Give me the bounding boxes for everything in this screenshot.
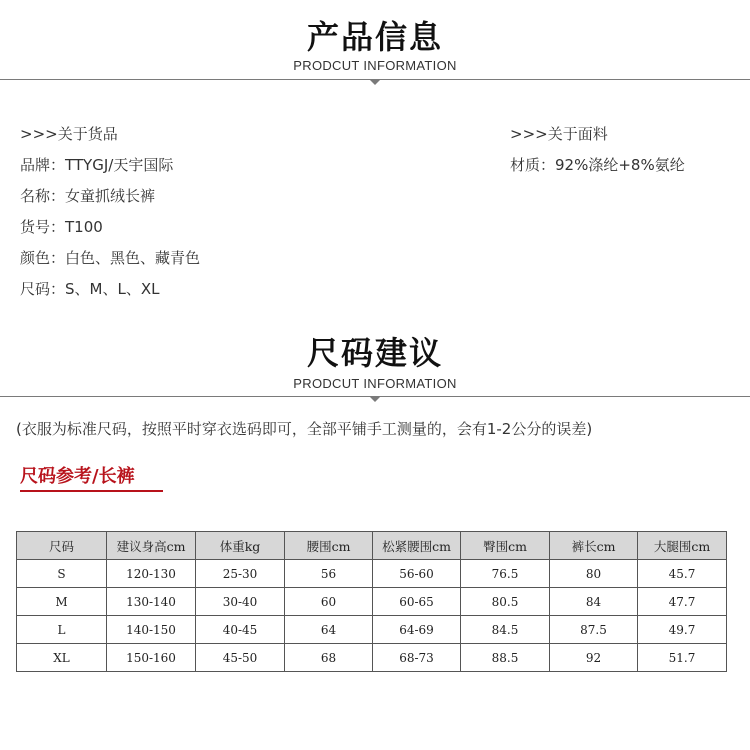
heading-underline <box>20 490 163 492</box>
table-header-row <box>17 532 727 560</box>
table-cell: 56-60 <box>373 560 461 588</box>
table-cell: M <box>17 588 107 616</box>
table-cell: 64 <box>285 616 373 644</box>
goods-brand: 品牌：TTYGJ/天宇国际 <box>20 156 174 174</box>
goods-heading: >>>关于货品 <box>20 125 118 143</box>
column-header: 大腿围cm <box>638 532 727 560</box>
table-cell: 30-40 <box>196 588 285 616</box>
table-cell: 140-150 <box>107 616 196 644</box>
table-cell: 60 <box>285 588 373 616</box>
table-cell: S <box>17 560 107 588</box>
table-cell: 45.7 <box>638 560 727 588</box>
table-cell: 45-50 <box>196 644 285 672</box>
column-header: 臀围cm <box>461 532 550 560</box>
table-row <box>17 644 727 672</box>
table-cell: 40-45 <box>196 616 285 644</box>
table-cell: 51.7 <box>638 644 727 672</box>
table-cell: 56 <box>285 560 373 588</box>
fabric-info <box>510 119 685 181</box>
table-cell: 68 <box>285 644 373 672</box>
product-info-subtitle: PRODCUT INFORMATION <box>293 58 457 73</box>
table-row <box>17 588 727 616</box>
table-cell: 68-73 <box>373 644 461 672</box>
column-header: 体重kg <box>196 532 285 560</box>
table-cell: L <box>17 616 107 644</box>
table-cell: 84.5 <box>461 616 550 644</box>
table-cell: 150-160 <box>107 644 196 672</box>
product-info-title: 产品信息 <box>306 18 443 56</box>
table-cell: 88.5 <box>461 644 550 672</box>
table-cell: 80.5 <box>461 588 550 616</box>
column-header: 松紧腰围cm <box>373 532 461 560</box>
table-cell: XL <box>17 644 107 672</box>
column-header: 腰围cm <box>285 532 373 560</box>
divider-notch <box>370 80 380 85</box>
fabric-material: 材质：92%涤纶+8%氨纶 <box>510 156 685 174</box>
table-cell: 80 <box>550 560 638 588</box>
goods-sku: 货号：T100 <box>20 218 103 236</box>
goods-sizes: 尺码：S、M、L、XL <box>20 280 160 298</box>
table-cell: 76.5 <box>461 560 550 588</box>
table-cell: 25-30 <box>196 560 285 588</box>
divider-notch <box>370 397 380 402</box>
table-row <box>17 616 727 644</box>
size-advice-title: 尺码建议 <box>306 334 443 372</box>
fabric-heading: >>>关于面料 <box>510 125 608 143</box>
size-advice-subtitle: PRODCUT INFORMATION <box>293 376 457 391</box>
column-header: 尺码 <box>17 532 107 560</box>
goods-colors: 颜色：白色、黑色、藏青色 <box>20 249 201 267</box>
table-cell: 64-69 <box>373 616 461 644</box>
table-cell: 47.7 <box>638 588 727 616</box>
table-row <box>17 560 727 588</box>
size-reference-heading: 尺码参考/长裤 <box>20 466 135 487</box>
table-cell: 92 <box>550 644 638 672</box>
table-cell: 84 <box>550 588 638 616</box>
column-header: 裤长cm <box>550 532 638 560</box>
goods-info <box>20 119 200 305</box>
table-cell: 49.7 <box>638 616 727 644</box>
size-table <box>16 531 727 672</box>
table-cell: 60-65 <box>373 588 461 616</box>
table-cell: 120-130 <box>107 560 196 588</box>
column-header: 建议身高cm <box>107 532 196 560</box>
table-cell: 87.5 <box>550 616 638 644</box>
goods-name: 名称：女童抓绒长裤 <box>20 187 156 205</box>
table-cell: 130-140 <box>107 588 196 616</box>
measurement-note: (衣服为标准尺码，按照平时穿衣选码即可，全部平铺手工测量的，会有1-2公分的误差) <box>16 420 593 438</box>
